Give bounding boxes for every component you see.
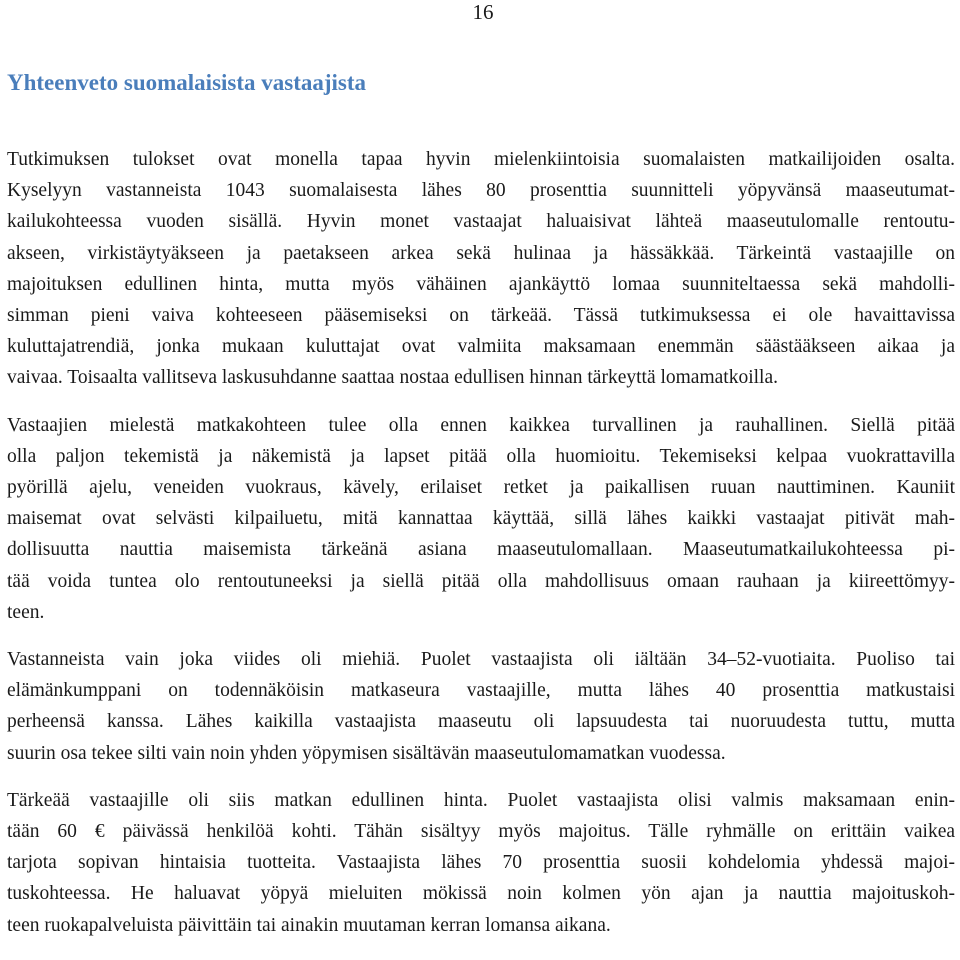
text-line: teen ruokapalveluista päivittäin tai ainakin muutaman kerran lomansa aikana. [7, 914, 611, 936]
text-line: kuluttajatrendiä, jonka mukaan kuluttajat ovat valmiita maksamaan enemmän säästääkseen aikaa ja [7, 336, 955, 358]
paragraph-gap [7, 394, 955, 410]
text-line: olla paljon tekemistä ja näkemistä ja lapset pitää olla huomioitu. Tekemiseksi kelpaa vuokrattavilla [7, 445, 955, 467]
text-line: Kyselyyn vastanneista 1043 suomalaisesta lähes 80 prosenttia suunnitteli yöpyvänsä maaseutumat- [7, 180, 955, 202]
text-line: pyörillä ajelu, veneiden vuokraus, kävely, erilaiset retket ja paikallisen ruuan nauttiminen. Kauniit [7, 477, 955, 499]
paragraph [7, 785, 955, 941]
text-line: vaivaa. Toisaalta vallitseva laskusuhdanne saattaa nostaa edullisen hinnan tärkeyttä lomamatkoilla. [7, 367, 778, 389]
page-number: 16 [472, 0, 494, 24]
text-line: kailukohteessa vuoden sisällä. Hyvin monet vastaajat haluaisivat lähteä maaseutulomalle rentoutu- [7, 211, 955, 233]
paragraph-gap [7, 769, 955, 785]
text-line: suurin osa tekee silti vain noin yhden yöpymisen sisältävän maaseutulomamatkan vuodessa. [7, 742, 726, 764]
text-line: majoituksen edullinen hinta, mutta myös vähäinen ajankäyttö lomaa suunniteltaessa sekä mahdolli- [7, 273, 955, 295]
text-line: Vastanneista vain joka viides oli miehiä. Puolet vastaajista oli iältään 34–52-vuotiaita. Puoliso tai [7, 649, 955, 671]
paragraph [7, 144, 955, 394]
text-line: Tutkimuksen tulokset ovat monella tapaa hyvin mielenkiintoisia suomalaisten matkailijoiden osalta. [7, 149, 955, 170]
text-line: akseen, virkistäytyäkseen ja paetakseen arkea sekä hulinaa ja hässäkkää. Tärkeintä vastaajille on [7, 242, 955, 264]
text-line: dollisuutta nauttia maisemista tärkeänä asiana maaseutulomallaan. Maaseutumatkailukohteessa pi- [7, 539, 955, 561]
text-line: Vastaajien mielestä matkakohteen tulee olla ennen kaikkea turvallinen ja rauhallinen. Siellä pitää [7, 414, 955, 436]
text-line: tuskohteessa. He haluavat yöpyä mieluiten mökissä noin kolmen yön ajan ja nauttia majoituskoh- [7, 883, 955, 905]
text-line: teen. [7, 601, 45, 623]
text-line: tarjota sopivan hintaisia tuotteita. Vastaajista lähes 70 prosenttia suosii kohdelomia yhdessä majoi- [7, 852, 955, 874]
text-line: maisemat ovat selvästi kilpailuetu, mitä kannattaa käyttää, sillä lähes kaikki vastaajat pitivät mah- [7, 508, 955, 530]
text-line: perheensä kanssa. Lähes kaikilla vastaajista maaseutu oli lapsuudesta tai nuoruudesta tuttu, mutta [7, 711, 955, 733]
text-line: elämänkumppani on todennäköisin matkaseura vastaajille, mutta lähes 40 prosenttia matkustaisi [7, 680, 955, 702]
paragraph-gap [7, 628, 955, 644]
paragraph [7, 410, 955, 628]
text-line: Tärkeää vastaajille oli siis matkan edullinen hinta. Puolet vastaajista olisi valmis maksamaan enin- [7, 789, 955, 811]
section-heading: Yhteenveto suomalaisista vastaajista [7, 70, 367, 95]
text-line: tään 60 € päivässä henkilöä kohti. Tähän sisältyy myös majoitus. Tälle ryhmälle on erittäin vaikea [7, 821, 955, 843]
text-line: tää voida tuntea olo rentoutuneeksi ja siellä pitää olla mahdollisuus omaan rauhaan ja kiireettömyy- [7, 570, 955, 592]
paragraph [7, 644, 955, 769]
text-line: simman pieni vaiva kohteeseen pääsemiseksi on tärkeää. Tässä tutkimuksessa ei ole havaittavissa [7, 305, 955, 327]
document-body [7, 144, 955, 941]
